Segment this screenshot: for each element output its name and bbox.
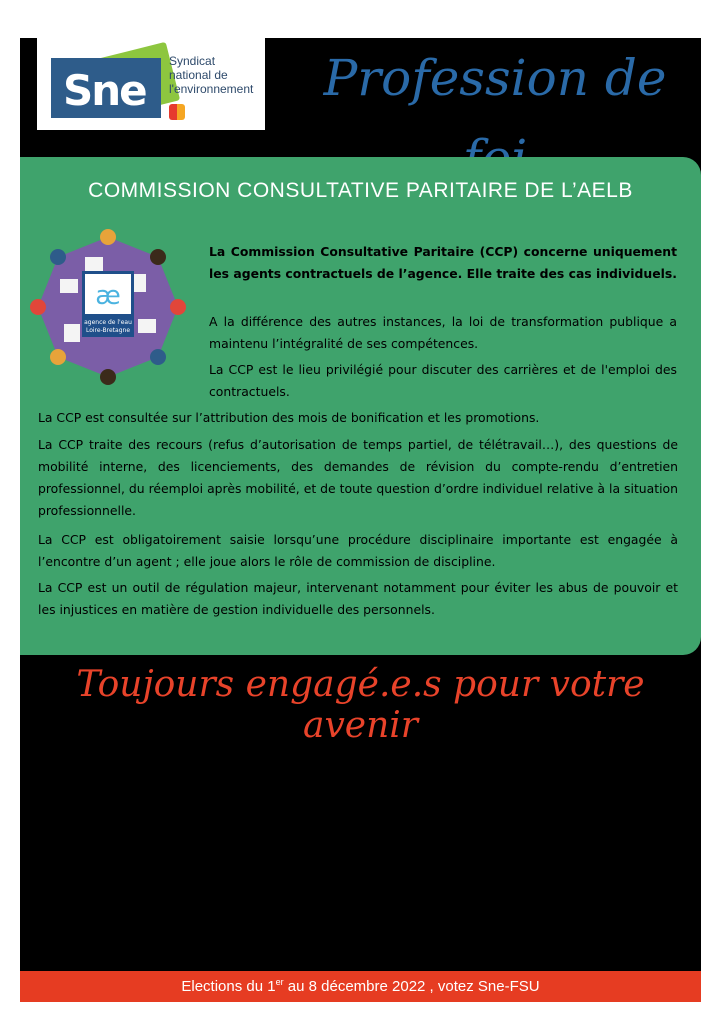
footer-text-start: Elections du 1 bbox=[181, 978, 276, 995]
ccp-panel bbox=[20, 157, 701, 655]
paragraph-5: La CCP traite des recours (refus d’autorisation de temps partiel, de télétravail…), des questions de mobilité interne, des licenciements, des demandes de révision du compte-rendu d’entretien professionnel, du réemploi après mobilité, et de toute question d’ordre individuel relative à la situation professionnelle. bbox=[38, 437, 678, 518]
logo-line-3: l'environnement bbox=[169, 82, 254, 96]
paragraph-3: La CCP est le lieu privilégié pour discuter des carrières et de l'emploi des contractuels. bbox=[209, 362, 677, 399]
paragraph-4: La CCP est consultée sur l’attribution des mois de bonification et les promotions. bbox=[38, 410, 540, 425]
logo-line-1: Syndicat bbox=[169, 54, 216, 68]
logo-subtitle bbox=[169, 54, 253, 96]
logo-line-2: national de bbox=[169, 68, 228, 82]
paragraph-7: La CCP est un outil de régulation majeur, intervenant notamment pour éviter les abus de pouvoir et les injustices en matière de gestion individuelle des personnels. bbox=[38, 580, 678, 617]
svg-text:Loire-Bretagne: Loire-Bretagne bbox=[85, 327, 131, 334]
footer-text-end: au 8 décembre 2022 , votez Sne-FSU bbox=[283, 978, 540, 995]
sne-logo bbox=[37, 38, 265, 130]
slogan: Toujours engagé.e.s pour votre avenir bbox=[76, 664, 645, 746]
fsu-icon bbox=[169, 104, 185, 120]
panel-title: COMMISSION CONSULTATIVE PARITAIRE DE L’AELB bbox=[88, 179, 633, 202]
meeting-table-illustration bbox=[30, 229, 186, 385]
paragraph-2: A la différence des autres instances, la loi de transformation publique a maintenu l’intégralité de ses compétences. bbox=[209, 314, 677, 351]
page-title: Profession de bbox=[323, 49, 667, 107]
footer-text bbox=[20, 977, 701, 995]
footer-superscript: er bbox=[275, 977, 284, 987]
svg-text:agence de l'eau: agence de l'eau bbox=[84, 319, 132, 326]
footer-banner bbox=[20, 971, 701, 1002]
paragraph-6: La CCP est obligatoirement saisie lorsqu’une procédure disciplinaire importante est engagée à l’encontre d’un agent ; elle joue alors le rôle de commission de discipline. bbox=[38, 532, 678, 569]
paragraph-1: La Commission Consultative Paritaire (CCP) concerne uniquement les agents contractuels de l’agence. Elle traite des cas individuels. bbox=[209, 244, 677, 281]
svg-text:æ: æ bbox=[95, 281, 121, 311]
logo-word: Sne bbox=[63, 66, 146, 115]
